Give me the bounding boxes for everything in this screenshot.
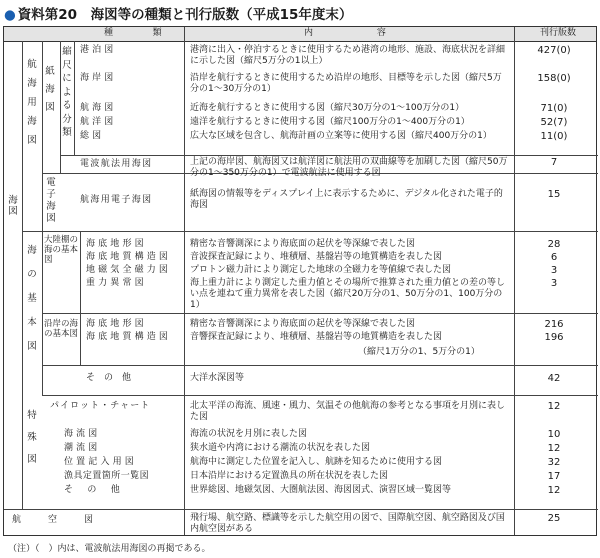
row-sailing-chart-desc: 近海を航行するときに使用する図（縮尺30万分の1～100万分の1）	[190, 103, 465, 113]
row-shelf-topo-name: 海底地形図	[86, 239, 147, 249]
sub-shelf-basic: 大陸棚の海の基本図	[44, 235, 79, 265]
row-shelf-topo-count: 28	[547, 239, 561, 250]
table-header	[4, 27, 596, 42]
scale-classification: 縮尺による分類	[62, 46, 72, 138]
row-special-other-name: そ の 他	[64, 485, 123, 495]
row-sailing-chart-count: 71(0)	[540, 103, 568, 114]
row-enc-count: 15	[547, 189, 561, 200]
row-special-other-count: 12	[547, 485, 561, 496]
row-shelf-geo-desc: 音波探査記録により、堆積層、基盤岩等の地質構造を表した図	[190, 252, 443, 262]
row-fishing-gear-desc: 日本沿岸における定置漁具の所在状況を表した図	[190, 471, 389, 481]
row-fishing-gear-name: 漁具定置箇所一覧図	[64, 471, 150, 481]
row-aero-count: 25	[547, 513, 561, 524]
row-ocean-chart-desc: 遠洋を航行するときに使用する図（縮尺100万分の1～400万分の1）	[190, 117, 470, 127]
row-harbor-chart-name: 港泊図	[80, 45, 117, 55]
row-coastal-topo-count: 216	[544, 319, 564, 330]
row-coastal-geo-name: 海底地質構造図	[86, 332, 172, 342]
row-enc-name: 航海用電子海図	[80, 195, 153, 205]
row-coastal-geo-desc: 音響探査記録により、堆積層、基盤岩等の地質構造を表した図	[190, 332, 443, 342]
row-tidal-chart-name: 潮流図	[64, 443, 101, 453]
row-shelf-topo-desc: 精密な音響測深により海底面の起伏を等深線で表した図	[190, 239, 416, 249]
row-coastal-topo-desc: 精密な音響測深により海底面の起伏を等深線で表した図	[190, 319, 416, 329]
row-general-chart-name: 総図	[80, 131, 105, 141]
row-special-other-desc: 世界総図、地磁気図、大圏航法図、海図図式、演習区域一覧図等	[190, 485, 452, 495]
row-shelf-gravity-name: 重力異常図	[86, 278, 147, 288]
header-kind: 種 類	[104, 28, 165, 38]
row-general-chart-desc: 広大な区域を包含し、航海計画の立案等に使用する図（縮尺400万分の1）	[190, 131, 492, 141]
chart-types-table	[3, 26, 597, 536]
row-enc-desc: 紙海図の情報等をディスプレイ上に表示するために、デジタル化された電子的海図	[190, 189, 503, 210]
row-general-chart-count: 11(0)	[540, 131, 568, 142]
coastal-scale-note: （縮尺1万分の1、5万分の1）	[358, 347, 480, 357]
row-pilot-chart-desc: 北太平洋の海流、風速・風力、気温その他航海の参考となる事項を月別に表した図	[190, 401, 506, 422]
row-harbor-chart-desc: 港湾に出入・停泊するときに使用するため港湾の地形、施設、海底状況を詳細に示した図（縮尺5万分の1以上）	[190, 45, 506, 66]
row-plotting-chart-name: 位置記入用図	[64, 457, 137, 467]
footnote: （注）（ ）内は、電波航法用海図の再掲である。	[8, 544, 211, 554]
row-fishing-gear-count: 17	[547, 471, 561, 482]
row-coast-chart-name: 海岸図	[80, 73, 117, 83]
row-shelf-mag-name: 地磁気全磁力図	[86, 265, 172, 275]
bullet-icon: ●	[4, 7, 16, 23]
row-coastal-geo-count: 196	[544, 332, 564, 343]
row-plotting-chart-count: 32	[547, 457, 561, 468]
row-pilot-chart-name: パイロット・チャート	[50, 401, 151, 411]
row-loran-chart-desc: 上記の海岸図、航海図又は航洋図に航法用の双曲線等を加刷した図（縮尺50万分の1～350万分の1）で電波航法に使用する図	[190, 157, 508, 178]
row-current-chart-desc: 海流の状況を月別に表した図	[190, 429, 308, 439]
row-shelf-geo-name: 海底地質構造図	[86, 252, 172, 262]
group-electronic-charts: 電子海図	[46, 177, 56, 224]
row-current-chart-name: 海流図	[64, 429, 101, 439]
row-current-chart-count: 10	[547, 429, 561, 440]
group-basic-maps: 海の基本図	[27, 245, 37, 352]
header-count: 刊行版数	[540, 28, 577, 38]
row-coastal-topo-name: 海底地形図	[86, 319, 147, 329]
row-loran-chart-count: 7	[550, 157, 558, 168]
group-paper-charts: 紙海図	[45, 66, 55, 113]
row-basic-other-count: 42	[547, 373, 561, 384]
row-aero-name: 航 空 図	[12, 515, 94, 525]
row-ocean-chart-name: 航洋図	[80, 117, 117, 127]
row-loran-chart-name: 電波航法用海図	[80, 159, 153, 169]
page-title	[4, 3, 352, 23]
row-tidal-chart-count: 12	[547, 443, 561, 454]
row-shelf-gravity-count: 3	[550, 278, 558, 289]
row-coast-chart-desc: 沿岸を航行するときに使用するため沿岸の地形、目標等を示した図（縮尺5万分の1～30万分の1）	[190, 73, 502, 94]
row-basic-other-desc: 大洋水深図等	[190, 373, 245, 383]
row-sailing-chart-name: 航海図	[80, 103, 117, 113]
row-basic-other-name: そ の 他	[86, 373, 132, 383]
row-shelf-mag-desc: プロトン磁力計により測定した地球の全磁力を等値線で表した図	[190, 265, 452, 275]
row-ocean-chart-count: 52(7)	[540, 117, 568, 128]
row-aero-desc: 飛行場、航空路、標識等を示した航空用の図で、国際航空図、航空路図及び国内航空図がある	[190, 513, 505, 534]
row-tidal-chart-desc: 狭水道や内湾における潮流の状況を表した図	[190, 443, 371, 453]
group-sea-charts: 海図	[8, 195, 18, 217]
row-harbor-chart-count: 427(0)	[537, 45, 571, 56]
row-shelf-mag-count: 3	[550, 265, 558, 276]
row-shelf-geo-count: 6	[550, 252, 558, 263]
header-content: 内 容	[304, 28, 390, 38]
row-coast-chart-count: 158(0)	[537, 73, 571, 84]
title-text: 資料第20 海図等の種類と刊行版数（平成15年度末）	[17, 7, 353, 23]
group-special-charts: 特殊図	[27, 410, 37, 465]
row-pilot-chart-count: 12	[547, 401, 561, 412]
group-nautical-charts: 航海用海図	[27, 59, 37, 146]
row-plotting-chart-desc: 航海中に測定した位置を記入し、航跡を知るために使用する図	[190, 457, 443, 467]
sub-coastal-basic: 沿岸の海の基本図	[44, 319, 79, 339]
row-shelf-gravity-desc: 海上重力計により測定した重力値とその場所で推算された重力値との差の等しい点を連ねて重力異常を表した図（縮尺20万分の1、50万分の1、100万分の1）	[190, 278, 506, 310]
